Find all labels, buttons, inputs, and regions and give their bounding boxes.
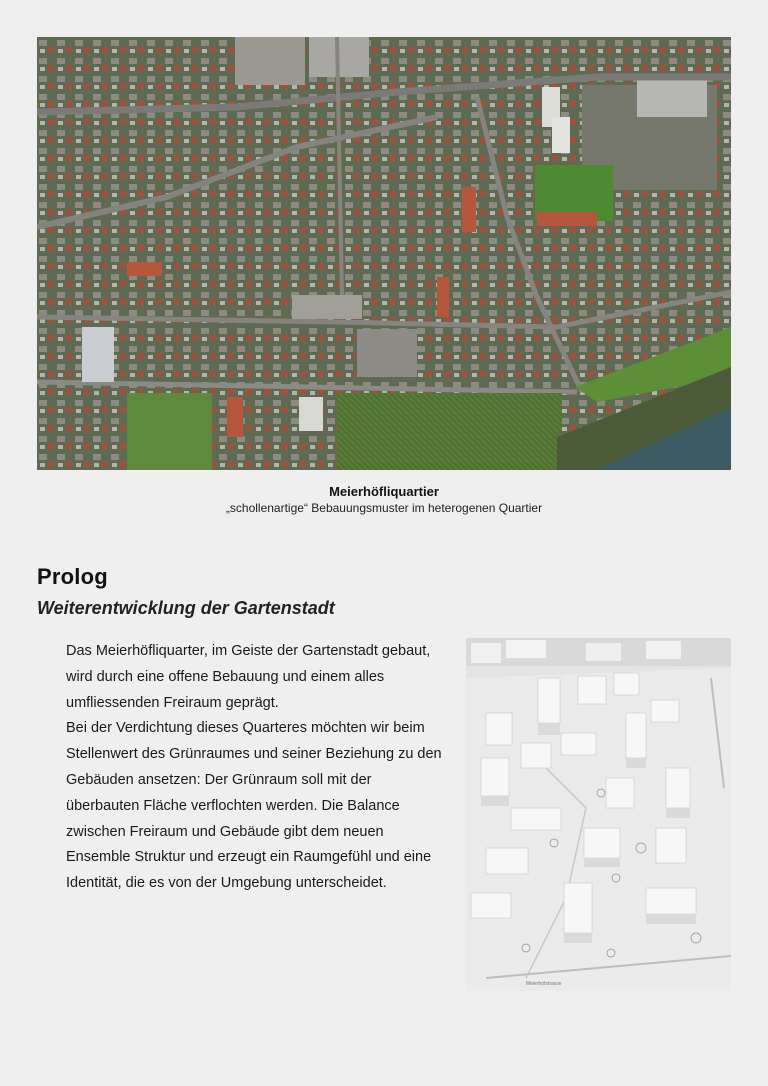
caption-subtitle: „schollenartige“ Bebauungsmuster im heterogenen Quartier xyxy=(225,501,543,515)
aerial-photo-image xyxy=(37,37,731,470)
paragraph-2: Bei der Verdichtung dieses Quarteres möchten wir beim Stellenwert des Grünraumes und seiner Beziehung zu den Gebäuden ansetzen: Der Grünraum soll mit der überbauten Fläche verflochten werden. Die Balance zwischen Freiraum und Gebäude gibt dem neuen Ensemble Struktur und erzeugt ein Raumgefühl und eine Identität, die es von der Umgebung unterscheidet. xyxy=(66,720,442,892)
paragraph-1: Das Meierhöfliquarter, im Geiste der Gartenstadt gebaut, wird durch eine offene Bebauung und einem alles umfliessenden Freiraum geprägt. xyxy=(66,643,431,711)
body-text xyxy=(66,639,446,897)
caption-title: Meierhöfliquartier xyxy=(329,484,439,499)
section-subtitle: Weiterentwicklung der Gartenstadt xyxy=(37,598,335,618)
aerial-photo-caption xyxy=(37,483,731,516)
section-title: Prolog xyxy=(37,564,108,589)
model-photo-image xyxy=(466,638,731,991)
model-street-label: Meierhöfstrasse xyxy=(526,981,562,987)
aerial-photo xyxy=(37,37,731,470)
model-photo xyxy=(466,638,731,991)
